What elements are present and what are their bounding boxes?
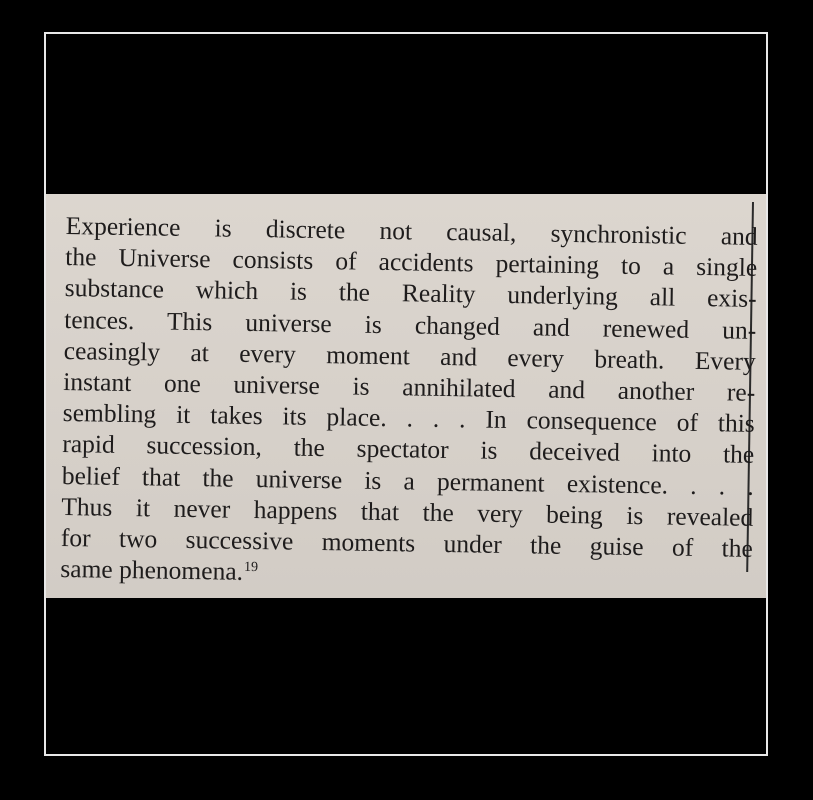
passage-line: the Universe consists of accidents pertaining to a single [65, 242, 758, 283]
passage-line: ceasingly at every moment and every breath. Every [63, 335, 756, 376]
passage-line: Experience is discrete not causal, synchronistic and [65, 210, 758, 251]
passage-line: substance which is the Reality underlying all exis- [64, 273, 757, 314]
book-page [46, 194, 766, 598]
photo-frame [44, 32, 768, 756]
passage-line: tences. This universe is changed and renewed un- [64, 304, 757, 345]
passage-line: sembling it takes its place. . . . In consequence of this [62, 398, 755, 439]
quoted-passage [60, 210, 758, 595]
passage-line: instant one universe is annihilated and another re- [63, 366, 756, 407]
footnote-marker: 19 [243, 559, 259, 575]
passage-line: same phenomena. [60, 554, 244, 587]
passage-line: for two successive moments under the guise of the [60, 522, 753, 563]
passage-line: rapid succession, the spectator is deceived into the [62, 429, 755, 470]
passage-line: belief that the universe is a permanent existence. . . . [61, 460, 754, 501]
passage-line: Thus it never happens that the very being is revealed [61, 491, 754, 532]
